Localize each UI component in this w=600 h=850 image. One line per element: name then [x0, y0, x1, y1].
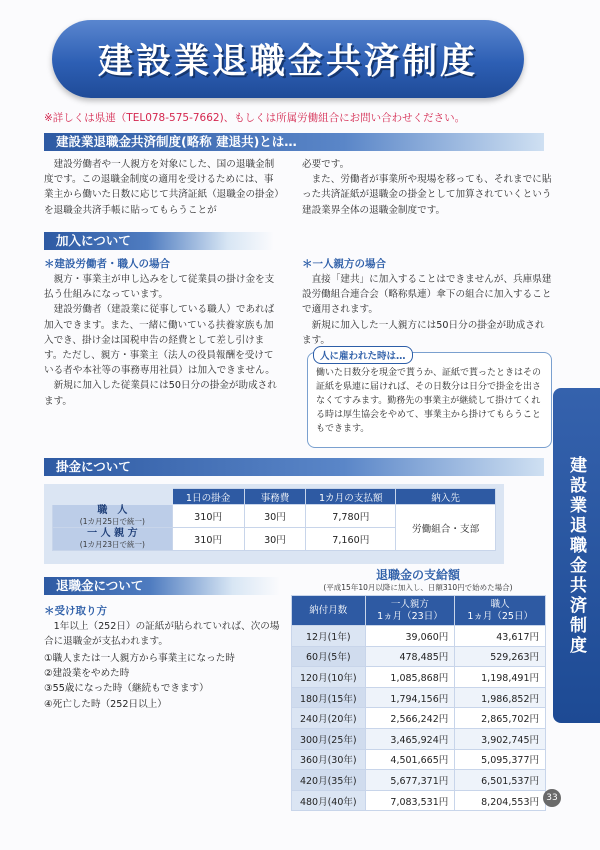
dues-header-daily: 1日の掛金	[172, 489, 244, 505]
benefit-worker-amount: 529,263円	[455, 646, 546, 667]
page-title: 建設業退職金共済制度	[97, 42, 478, 82]
side-chapter-tab	[553, 388, 600, 723]
dues-header-monthly: 1カ月の支払額	[306, 489, 396, 505]
benefit-self-employed-amount: 4,501,665円	[365, 749, 455, 770]
benefit-header-self-employed-label: 一人親方	[390, 598, 429, 610]
benefit-row	[292, 667, 546, 688]
dues-row-note: (1カ月23日で統一)	[79, 540, 145, 549]
benefit-months: 360月(30年)	[292, 749, 366, 770]
retirement-conditions-list	[44, 651, 235, 712]
benefit-row	[292, 770, 546, 791]
benefit-row	[292, 790, 546, 811]
section-heading-dues: 掛金について	[44, 458, 544, 476]
benefit-row	[292, 687, 546, 708]
workers-p3: 新規に加入した従業員には50日分の掛金が助成されます。	[44, 380, 277, 407]
hired-info-text: 働いた日数分を現金で貰うか、証紙で貰ったときはその証紙を県連に届ければ、その日数分は日分で掛金を出さなくてすみます。勤務先の事業主が継続して掛けてくれる時は厚生協会をやめて、事業主から掛けてもらうこともできます。	[316, 368, 542, 434]
benefit-worker-amount: 43,617円	[455, 626, 546, 647]
benefit-worker-amount: 8,204,553円	[455, 790, 546, 811]
dues-cell-fee: 30円	[244, 528, 306, 551]
benefit-worker-amount: 5,095,377円	[455, 749, 546, 770]
benefit-table	[291, 595, 546, 811]
dues-row-name: 一 人 親 方	[87, 528, 138, 539]
benefit-row	[292, 626, 546, 647]
benefit-months: 240月(20年)	[292, 708, 366, 729]
self-employed-p1: 直接「建共」に加入することはできませんが、兵庫県建設労働組合連合会（略称県連）傘下の組合に加入することで適用されます。	[302, 274, 552, 316]
benefit-header-self-employed-sub: 1ヵ月（23日）	[377, 610, 443, 622]
benefit-self-employed-amount: 1,794,156円	[365, 687, 455, 708]
condition-item: ③55歳になった時（継続もできます）	[44, 683, 209, 695]
benefit-self-employed-amount: 3,465,924円	[365, 728, 455, 749]
dues-row-name: 職 人	[97, 505, 128, 516]
dues-header-row	[53, 489, 496, 505]
hired-info-tag: 人に雇われた時は…	[313, 346, 413, 364]
page-number: 33	[543, 789, 561, 807]
dues-table	[52, 488, 496, 551]
benefit-self-employed-amount: 1,085,868円	[365, 667, 455, 688]
dues-header-fee: 事務費	[244, 489, 306, 505]
benefit-row	[292, 708, 546, 729]
dues-cell-payee: 労働組合・支部	[396, 505, 496, 551]
benefit-header-worker-label: 職人	[490, 598, 510, 610]
retirement-intro	[44, 619, 280, 649]
self-employed-text	[302, 272, 552, 348]
section-heading-enrollment: 加入について	[44, 232, 274, 250]
subhead-self-employed: ＊一人親方の場合	[302, 258, 386, 270]
benefit-self-employed-amount: 7,083,531円	[365, 790, 455, 811]
side-tab-label: 建設業退職金共済制度	[566, 455, 586, 656]
title-banner	[52, 20, 524, 98]
benefit-worker-amount: 3,902,745円	[455, 728, 546, 749]
workers-p2: 建設労働者（建設業に従事している職人）であれば加入できます。また、一緒に働いている扶養家族も加入でき、掛け金は国税申告の経費として差し引けます。ただし、親方・事業主（法人の役員報酬を受けている者や本社等の事務専用社員）は加入できません。	[44, 304, 275, 377]
dues-cell-monthly: 7,780円	[306, 505, 396, 528]
workers-p1: 親方・事業主が申し込みをして従業員の掛け金を支払う仕組みになっています。	[44, 274, 275, 301]
benefit-worker-amount: 2,865,702円	[455, 708, 546, 729]
overview-left-paragraph: 建設労働者や一人親方を対象にした、国の退職金制度です。この退職金制度の適用を受けるためには、事業主から働いた日数に応じて共済証紙（退職金の掛金）を退職金共済手帳に貼ってもらうことが	[44, 159, 280, 216]
benefit-self-employed-amount: 39,060円	[365, 626, 455, 647]
workers-text	[44, 272, 280, 409]
condition-item: ④死亡した時（252日以上）	[44, 698, 167, 710]
dues-row-note: (1カ月25日で統一)	[79, 517, 145, 526]
benefit-months: 12月(1年)	[292, 626, 366, 647]
overview-right-text	[302, 157, 552, 218]
overview-right-p2: また、労働者が事業所や現場を移っても、それまでに貼った共済証紙が退職金の掛金として加算されていくという建設業界全体の退職金制度です。	[302, 174, 552, 216]
section-heading-retirement: 退職金について	[44, 577, 280, 595]
benefit-months: 480月(40年)	[292, 790, 366, 811]
dues-cell-daily: 310円	[172, 528, 244, 551]
dues-row-worker	[53, 505, 496, 528]
benefit-worker-amount: 1,986,852円	[455, 687, 546, 708]
benefit-table-note: (平成15年10月以降に加入し、日額310円で始めた場合)	[323, 583, 513, 592]
benefit-header-months: 納付月数	[292, 596, 366, 626]
subhead-how-to-receive: ＊受け取り方	[44, 605, 107, 617]
dues-row-label	[53, 528, 173, 551]
benefit-header-worker	[455, 596, 546, 626]
condition-item: ②建設業をやめた時	[44, 668, 130, 680]
dues-cell-monthly: 7,160円	[306, 528, 396, 551]
condition-item: ①職人または一人親方から事業主になった時	[44, 653, 235, 664]
contact-notice: ※詳しくは県連（TEL078-575-7662)、もしくは所属労働組合にお問い合わせください。	[44, 112, 466, 124]
dues-cell-daily: 310円	[172, 505, 244, 528]
overview-left-text	[44, 157, 280, 218]
benefit-row	[292, 749, 546, 770]
benefit-months: 60月(5年)	[292, 646, 366, 667]
overview-right-p1: 必要です。	[302, 159, 350, 170]
benefit-months: 180月(15年)	[292, 687, 366, 708]
benefit-row	[292, 646, 546, 667]
dues-row-label	[53, 505, 173, 528]
benefit-row	[292, 728, 546, 749]
benefit-header-self-employed	[365, 596, 455, 626]
dues-header-payee: 納入先	[396, 489, 496, 505]
benefit-months: 300月(25年)	[292, 728, 366, 749]
benefit-worker-amount: 6,501,537円	[455, 770, 546, 791]
retirement-intro-text: 1年以上（252日）の証紙が貼られていれば、次の場合に退職金が支払われます。	[44, 621, 280, 648]
benefit-months: 120月(10年)	[292, 667, 366, 688]
benefit-self-employed-amount: 478,485円	[365, 646, 455, 667]
section-heading-overview: 建設業退職金共済制度(略称 建退共)とは…	[44, 133, 544, 151]
dues-header-blank	[53, 489, 173, 505]
benefit-months: 420月(35年)	[292, 770, 366, 791]
benefit-header-worker-sub: 1ヵ月（25日）	[467, 610, 533, 622]
benefit-self-employed-amount: 5,677,371円	[365, 770, 455, 791]
benefit-header-row	[292, 596, 546, 626]
benefit-self-employed-amount: 2,566,242円	[365, 708, 455, 729]
benefit-worker-amount: 1,198,491円	[455, 667, 546, 688]
benefit-table-title: 退職金の支給額	[375, 568, 460, 582]
subhead-workers: ＊建設労働者・職人の場合	[44, 258, 170, 270]
self-employed-p2: 新規に加入した一人親方には50日分の掛金が助成されます。	[302, 319, 545, 346]
dues-cell-fee: 30円	[244, 505, 306, 528]
